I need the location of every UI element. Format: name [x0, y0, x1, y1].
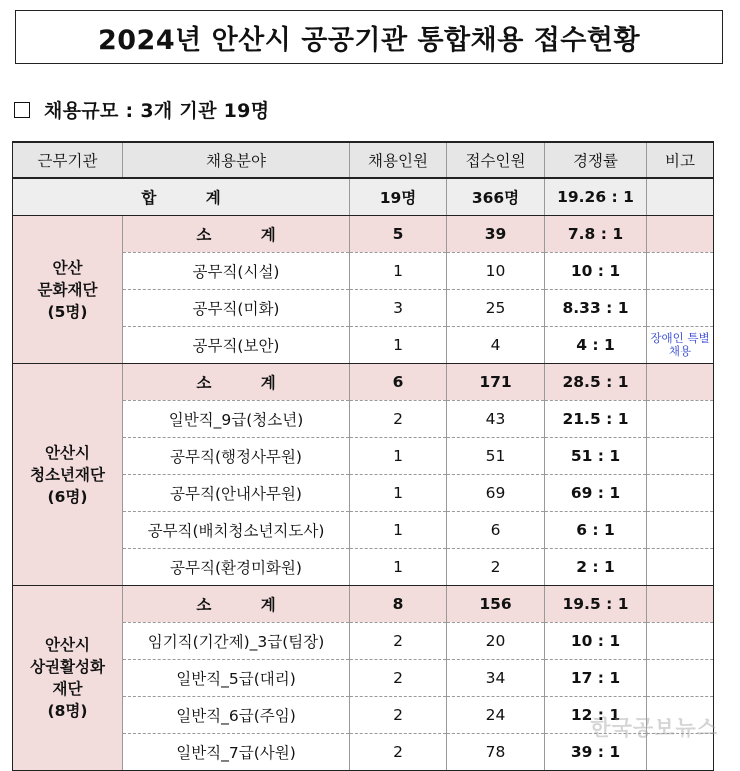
- note-cell: [647, 475, 714, 512]
- note-cell: [647, 290, 714, 327]
- subtitle-text: 채용규모 : 3개 기관 19명: [44, 100, 270, 122]
- field-cell: 일반직_6급(주임): [123, 697, 350, 734]
- org-cell: [13, 216, 123, 364]
- page-title: 2024년 안산시 공공기관 통합채용 접수현황: [15, 10, 723, 64]
- subtotal-note: [647, 364, 714, 401]
- rate-cell: 4 : 1: [545, 327, 647, 364]
- total-hires: 19명: [350, 178, 447, 216]
- rate-cell: 6 : 1: [545, 512, 647, 549]
- org-name-line: 재단: [52, 680, 83, 698]
- rate-cell: 21.5 : 1: [545, 401, 647, 438]
- org-cell: [13, 586, 123, 771]
- hires-cell: 1: [350, 475, 447, 512]
- applicants-cell: 4: [447, 327, 545, 364]
- rate-cell: 10 : 1: [545, 253, 647, 290]
- field-cell: 공무직(환경미화원): [123, 549, 350, 586]
- applicants-cell: 78: [447, 734, 545, 771]
- subtotal-note: [647, 216, 714, 253]
- checkbox-square-icon: [14, 102, 30, 118]
- hires-cell: 1: [350, 512, 447, 549]
- org-name-line: (8명): [47, 702, 88, 720]
- field-cell: 공무직(보안): [123, 327, 350, 364]
- applicants-cell: 2: [447, 549, 545, 586]
- header-applicants: 접수인원: [447, 142, 545, 178]
- applicants-cell: 34: [447, 660, 545, 697]
- rate-cell: 51 : 1: [545, 438, 647, 475]
- rate-cell: 69 : 1: [545, 475, 647, 512]
- applicants-cell: 69: [447, 475, 545, 512]
- note-cell: [647, 623, 714, 660]
- total-note: [647, 178, 714, 216]
- rate-cell: 17 : 1: [545, 660, 647, 697]
- total-applicants: 366명: [447, 178, 545, 216]
- header-org: 근무기관: [13, 142, 123, 178]
- field-cell: 공무직(행정사무원): [123, 438, 350, 475]
- hires-cell: 2: [350, 660, 447, 697]
- total-rate: 19.26 : 1: [545, 178, 647, 216]
- recruitment-table: [12, 141, 714, 771]
- note-cell: [647, 253, 714, 290]
- rate-cell: 8.33 : 1: [545, 290, 647, 327]
- field-cell: 일반직_9급(청소년): [123, 401, 350, 438]
- hires-cell: 1: [350, 438, 447, 475]
- org-name-line: 상권활성화: [30, 658, 105, 676]
- subtotal-label: 소 계: [123, 586, 350, 623]
- subtotal-rate: 7.8 : 1: [545, 216, 647, 253]
- header-hires: 채용인원: [350, 142, 447, 178]
- subtotal-hires: 8: [350, 586, 447, 623]
- header-field: 채용분야: [123, 142, 350, 178]
- total-label: 합 계: [13, 178, 350, 216]
- field-cell: 임기직(기간제)_3급(팀장): [123, 623, 350, 660]
- applicants-cell: 25: [447, 290, 545, 327]
- rate-cell: 12 : 1: [545, 697, 647, 734]
- rate-cell: 39 : 1: [545, 734, 647, 771]
- applicants-cell: 10: [447, 253, 545, 290]
- field-cell: 일반직_7급(사원): [123, 734, 350, 771]
- note-cell: [647, 660, 714, 697]
- hires-cell: 1: [350, 549, 447, 586]
- org-name-line: 안산: [52, 258, 83, 277]
- field-cell: 일반직_5급(대리): [123, 660, 350, 697]
- subtotal-applicants: 39: [447, 216, 545, 253]
- subtotal-rate: 19.5 : 1: [545, 586, 647, 623]
- field-cell: 공무직(배치청소년지도사): [123, 512, 350, 549]
- hires-cell: 2: [350, 734, 447, 771]
- note-cell: 장애인 특별채용: [647, 327, 714, 364]
- total-row: [13, 178, 714, 216]
- applicants-cell: 6: [447, 512, 545, 549]
- applicants-cell: 24: [447, 697, 545, 734]
- subtotal-label: 소 계: [123, 364, 350, 401]
- hires-cell: 2: [350, 623, 447, 660]
- applicants-cell: 43: [447, 401, 545, 438]
- note-cell: [647, 401, 714, 438]
- org-name-line: (5명): [47, 302, 88, 321]
- hires-cell: 1: [350, 253, 447, 290]
- hires-cell: 3: [350, 290, 447, 327]
- field-cell: 공무직(안내사무원): [123, 475, 350, 512]
- field-cell: 공무직(미화): [123, 290, 350, 327]
- note-cell: [647, 512, 714, 549]
- note-cell: [647, 549, 714, 586]
- subtotal-row: [13, 364, 714, 401]
- header-note: 비고: [647, 142, 714, 178]
- subtotal-row: [13, 586, 714, 623]
- hires-cell: 2: [350, 401, 447, 438]
- org-cell: [13, 364, 123, 586]
- subtotal-applicants: 171: [447, 364, 545, 401]
- org-name-line: 문화재단: [37, 280, 98, 299]
- hires-cell: 1: [350, 327, 447, 364]
- org-name-line: 안산시: [45, 636, 90, 654]
- subtotal-rate: 28.5 : 1: [545, 364, 647, 401]
- table-header-row: [13, 142, 714, 178]
- applicants-cell: 51: [447, 438, 545, 475]
- subtotal-hires: 6: [350, 364, 447, 401]
- subtotal-hires: 5: [350, 216, 447, 253]
- header-rate: 경쟁률: [545, 142, 647, 178]
- org-name-line: (6명): [47, 487, 88, 506]
- field-cell: 공무직(시설): [123, 253, 350, 290]
- subtitle: [14, 96, 269, 123]
- subtotal-note: [647, 586, 714, 623]
- rate-cell: 2 : 1: [545, 549, 647, 586]
- subtotal-applicants: 156: [447, 586, 545, 623]
- watermark: 한국공보뉴스: [590, 716, 718, 740]
- applicants-cell: 20: [447, 623, 545, 660]
- rate-cell: 10 : 1: [545, 623, 647, 660]
- subtotal-row: [13, 216, 714, 253]
- note-cell: [647, 438, 714, 475]
- subtotal-label: 소 계: [123, 216, 350, 253]
- hires-cell: 2: [350, 697, 447, 734]
- org-name-line: 안산시: [45, 443, 90, 462]
- org-name-line: 청소년재단: [30, 465, 105, 484]
